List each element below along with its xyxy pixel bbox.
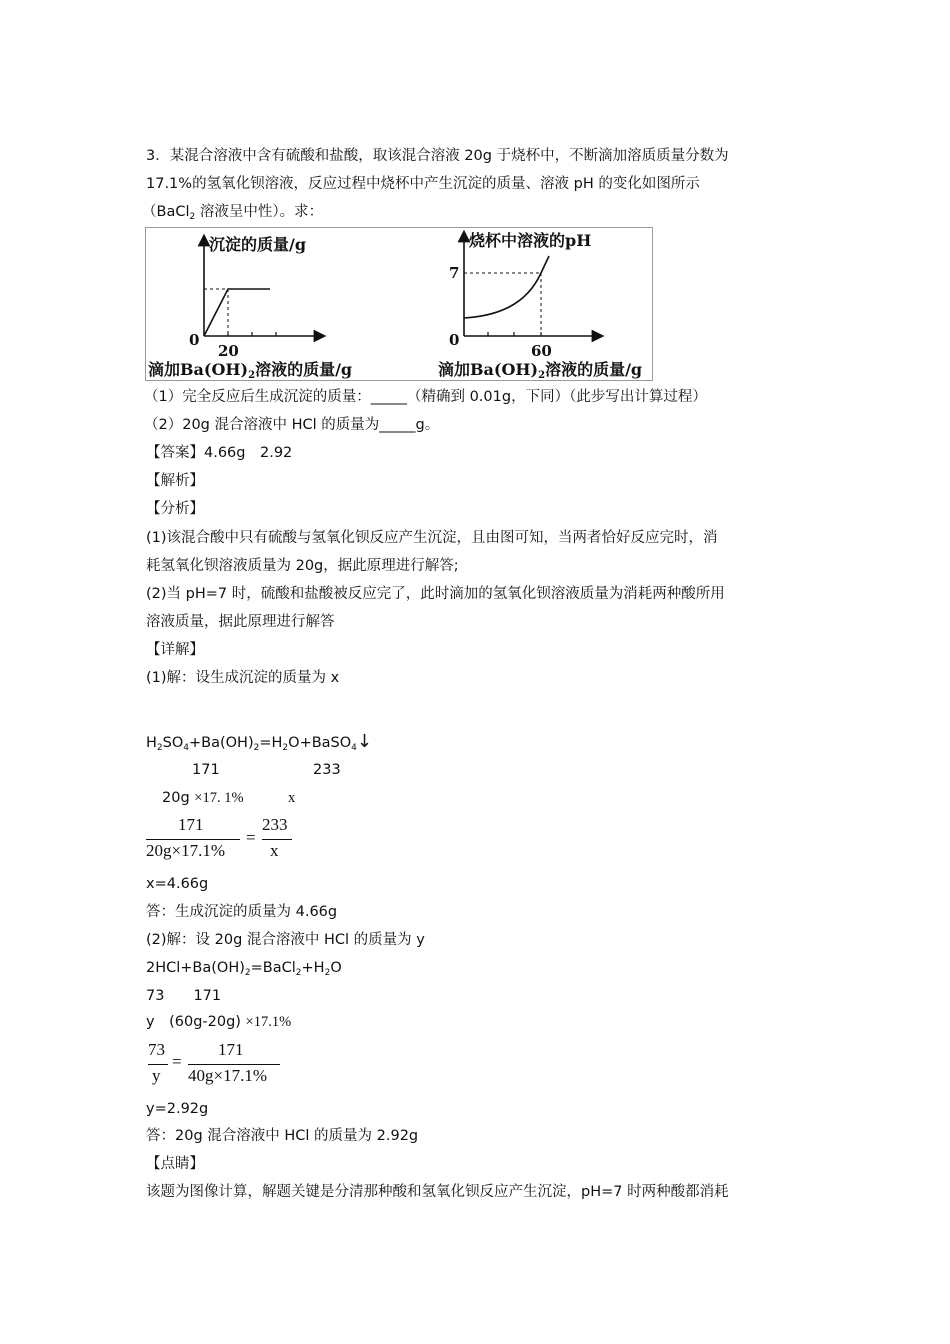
figure-svg bbox=[146, 228, 652, 380]
part2-result: y=2.92g bbox=[146, 1101, 209, 1117]
part2-frac1-num: 73 bbox=[148, 1040, 165, 1059]
fenxi-p1-line1: (1)该混合酸中只有硫酸与氢氧化钡反应产生沉淀，且由图可知，当两者恰好反应完时，消 bbox=[146, 530, 718, 546]
left-chart bbox=[148, 235, 352, 380]
part1-frac2-num: 233 bbox=[262, 815, 288, 834]
right-origin: 0 bbox=[449, 331, 460, 349]
left-curve bbox=[204, 289, 270, 336]
fenxi-p2-line2: 溶液质量，据此原理进行解答 bbox=[146, 614, 335, 630]
fenxi-p1-line2: 耗氢氧化钡溶液质量为 20g，据此原理进行解答; bbox=[146, 558, 459, 574]
figure-box bbox=[145, 227, 653, 381]
part2-frac2-num: 171 bbox=[218, 1040, 244, 1059]
part1-answer: 答：生成沉淀的质量为 4.66g bbox=[146, 904, 338, 920]
part1-equals: = bbox=[246, 828, 256, 847]
part2-frac1-bar bbox=[148, 1064, 168, 1065]
part2-equals: = bbox=[172, 1052, 182, 1071]
part1-mass-233: 233 bbox=[313, 762, 341, 778]
part1-frac1-num: 171 bbox=[178, 815, 204, 834]
detail-heading: 【详解】 bbox=[146, 642, 204, 658]
part2-frac2-bar bbox=[188, 1064, 280, 1065]
part1-quantity-x: x bbox=[288, 790, 296, 806]
fenxi-heading: 【分析】 bbox=[146, 501, 204, 517]
problem-line-2: 17.1%的氢氧化钡溶液，反应过程中烧杯中产生沉淀的质量、溶液 pH 的变化如图所示 bbox=[146, 176, 700, 192]
part2-frac2-den: 40g×17.1% bbox=[188, 1066, 267, 1085]
part2-masses: 73 171 bbox=[146, 988, 222, 1004]
problem-line-3: （BaCl$_2$ 溶液呈中性）。求： bbox=[142, 204, 324, 222]
dianjing-text: 该题为图像计算，解题关键是分清那种酸和氢氧化钡反应产生沉淀，pH=7 时两种酸都消耗 bbox=[146, 1184, 729, 1200]
part1-frac1-den: 20g×17.1% bbox=[146, 841, 225, 860]
right-xtick: 60 bbox=[531, 342, 552, 360]
question-1: （1）完全反应后生成沉淀的质量：_____（精确到 0.01g，下同）（此步写出计算过程） bbox=[144, 389, 707, 405]
right-ytick: 7 bbox=[449, 264, 460, 282]
part2-equation: $2HCl+Ba(OH)_2=BaCl_2+H_2O$ bbox=[146, 960, 342, 978]
question-2: （2）20g 混合溶液中 HCl 的质量为_____g。 bbox=[144, 417, 440, 433]
left-xtick: 20 bbox=[218, 342, 239, 360]
right-ylabel: 烧杯中溶液的pH bbox=[469, 231, 592, 250]
part1-equation: $H_2SO_4+Ba(OH)_2=H_2O+BaSO_4↓$ bbox=[146, 731, 372, 753]
fenxi-p2-line1: (2)当 pH=7 时，硫酸和盐酸被反应完了，此时滴加的氢氧化钡溶液质量为消耗两种酸所用 bbox=[146, 586, 725, 602]
part1-frac1-bar bbox=[146, 839, 240, 840]
answer-line: 【答案】4.66g 2.92 bbox=[146, 445, 293, 461]
left-ylabel: 沉淀的质量/g bbox=[209, 235, 307, 254]
right-chart bbox=[438, 231, 642, 380]
part1-quantity-a: 20g ×17. 1% bbox=[162, 790, 244, 806]
analysis-heading: 【解析】 bbox=[146, 473, 204, 489]
part2-intro: (2)解：设 20g 混合溶液中 HCl 的质量为 y bbox=[146, 932, 425, 948]
part2-quantities: y (60g-20g) ×17.1% bbox=[146, 1014, 292, 1030]
part1-frac2-den: x bbox=[270, 841, 279, 860]
part1-intro: (1)解：设生成沉淀的质量为 x bbox=[146, 670, 340, 686]
problem-line-1: 3．某混合溶液中含有硫酸和盐酸，取该混合溶液 20g 于烧杯中，不断滴加溶质质量分数为 bbox=[146, 148, 729, 164]
part1-frac2-bar bbox=[262, 839, 292, 840]
right-curve bbox=[464, 256, 549, 318]
part2-answer: 答：20g 混合溶液中 HCl 的质量为 2.92g bbox=[146, 1128, 419, 1144]
part2-frac1-den: y bbox=[152, 1066, 161, 1085]
dianjing-heading: 【点睛】 bbox=[146, 1156, 204, 1172]
part1-result: x=4.66g bbox=[146, 876, 209, 892]
right-xlabel: 滴加Ba(OH)2溶液的质量/g bbox=[438, 360, 643, 380]
left-xlabel: 滴加Ba(OH)2溶液的质量/g bbox=[148, 360, 353, 380]
left-origin: 0 bbox=[189, 331, 200, 349]
part1-mass-171: 171 bbox=[192, 762, 220, 778]
